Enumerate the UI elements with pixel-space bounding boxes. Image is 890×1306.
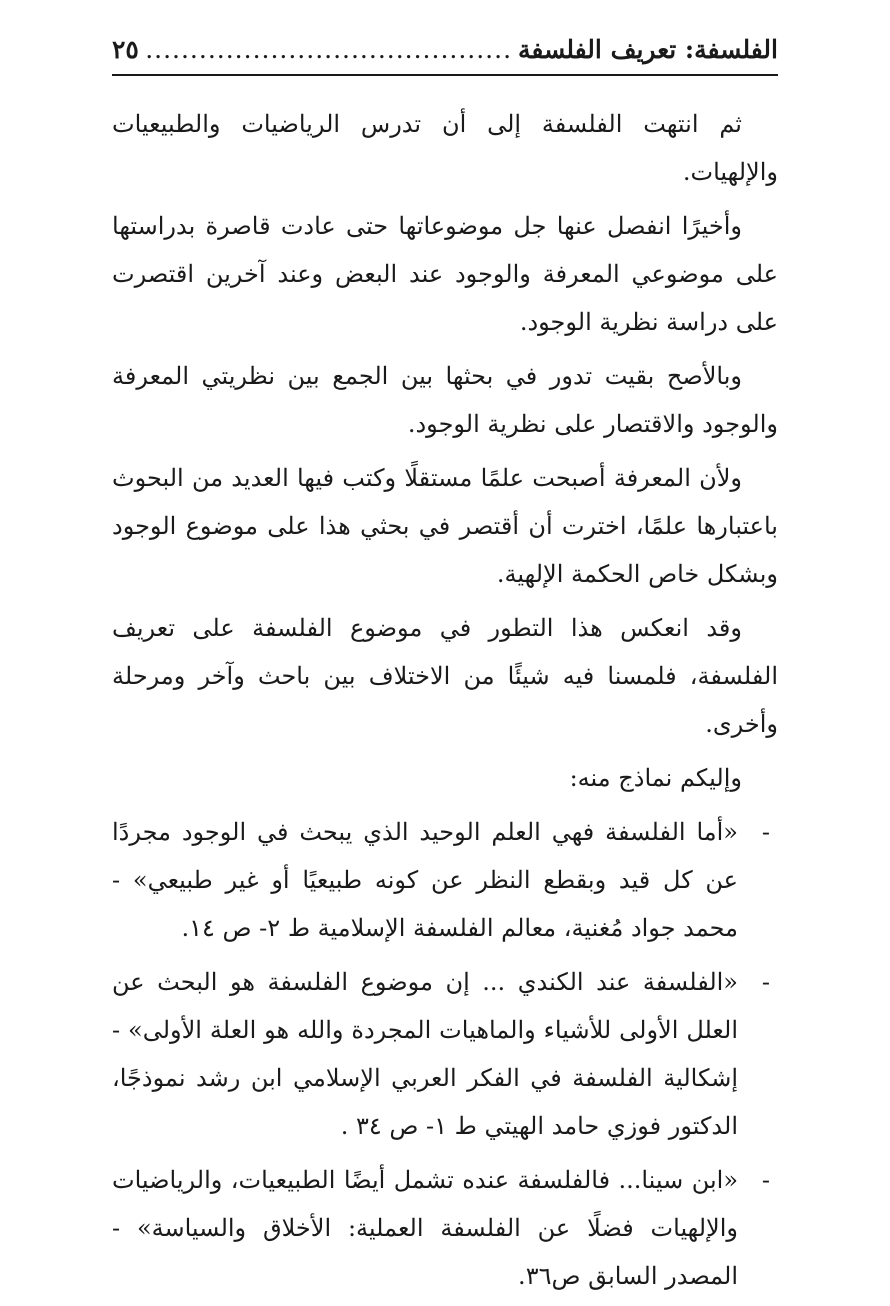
list-item-text: «أما الفلسفة فهي العلم الوحيد الذي يبحث في الوجود مجردًا عن كل قيد وبقطع النظر عن كونه طبيعيًا أو غير طبيعي» - محمد جواد مُغنية، معالم الفلسفة الإسلامية ط ٢- ص ١٤.	[112, 818, 738, 942]
paragraph: ثم انتهت الفلسفة إلى أن تدرس الرياضيات والطبيعيات والإلهيات.	[112, 110, 778, 186]
running-header	[112, 30, 778, 70]
paragraph: ولأن المعرفة أصبحت علمًا مستقلًا وكتب فيها العديد من البحوث باعتبارها علمًا، اخترت أن أقتصر في بحثي هذا على موضوع الوجود وبشكل خاص الحكمة الإلهية.	[112, 464, 778, 588]
paragraph: وبالأصح بقيت تدور في بحثها بين الجمع بين نظريتي المعرفة والوجود والاقتصار على نظرية الوجود.	[112, 362, 778, 438]
paragraph: وإليكم نماذج منه:	[569, 764, 742, 792]
quote-list	[112, 808, 778, 1300]
list-item-text: «الفلسفة عند الكندي ... إن موضوع الفلسفة هو البحث عن العلل الأولى للأشياء والماهيات المجردة والله هو العلة الأولى» - إشكالية الفلسفة في الفكر العربي الإسلامي ابن رشد نموذجًا، الدكتور فوزي حامد الهيتي ط ١- ص ٣٤ .	[112, 968, 738, 1140]
page-number: ٢٥	[112, 35, 139, 64]
list-dash: -	[761, 968, 770, 996]
header-leader-dots	[145, 30, 512, 70]
paragraph: وأخيرًا انفصل عنها جل موضوعاتها حتى عادت قاصرة بدراستها على موضوعي المعرفة والوجود عند البعض وعند آخرين اقتصرت على دراسة نظرية الوجود.	[112, 212, 778, 336]
list-dash: -	[761, 818, 770, 846]
list-item	[112, 808, 778, 952]
list-item-text: «ابن سينا... فالفلسفة عنده تشمل أيضًا الطبيعيات، والرياضيات والإلهيات فضلًا عن الفلسفة العملية: الأخلاق والسياسة» - المصدر السابق ص٣٦.	[112, 1166, 738, 1290]
list-item	[112, 958, 778, 1150]
page-body	[112, 100, 778, 1306]
header-title: الفلسفة: تعريف الفلسفة	[518, 35, 778, 64]
paragraph: وقد انعكس هذا التطور في موضوع الفلسفة على تعريف الفلسفة، فلمسنا فيه شيئًا من الاختلاف بين باحث وآخر ومرحلة وأخرى.	[112, 614, 778, 738]
list-dash: -	[761, 1166, 770, 1194]
header-rule	[112, 74, 778, 76]
list-item	[112, 1156, 778, 1300]
